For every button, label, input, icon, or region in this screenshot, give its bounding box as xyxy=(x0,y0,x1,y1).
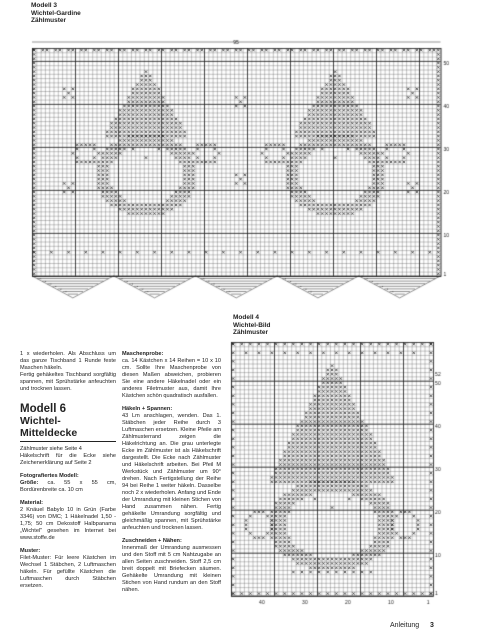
chart-reference: Zählmuster siehe Seite 4 xyxy=(20,446,82,452)
gauge-text: ca. 14 Kästchen x 14 Reihen = 10 x 10 cm. Sollte Ihre Maschenprobe von diesen Maßen abweichen, probieren Sie eine andere Häkelnadel oder ein anderes Filetmuster aus, damit Ihre Kästchen schön quadratisch ausfallen. xyxy=(122,358,221,399)
size-label: Größe: xyxy=(20,480,39,486)
intro-text-2: Fertig gehäkeltes Tischband sorgfältig spannen, mit Sprühstärke anfeuchten und trocknen lassen. xyxy=(20,372,116,392)
material-label: Material: xyxy=(20,500,44,506)
text-column-1 xyxy=(20,351,116,596)
model6-subtitle: Wichtel-Mitteldecke xyxy=(20,415,116,442)
size-value: ca. 55 x 55 cm, Bordürenbreite ca. 10 cm xyxy=(20,480,116,493)
model3-header xyxy=(31,2,81,25)
gauge-label: Maschenprobe: xyxy=(122,351,164,357)
model3-chart-label: Zählmuster xyxy=(31,17,67,24)
pattern-text: Filet-Muster: Für leere Kästchen im Wechsel 1 Stäbchen, 2 Luftmaschen häkeln. Für gefüllte Kästchen die Luftmaschen durch Stäbchen ersetzen. xyxy=(20,555,116,589)
sewing-label: Zuschneiden + Nähen: xyxy=(122,538,182,544)
sewing-text: Innenmaß der Umrandung ausmessen und den Stoff mit 5 cm Nahtzugabe an allen Seiten zuschneiden. Stoff 2,5 cm breit doppelt mit Briefecken säumen. Gehäkelte Umrandung mit kleinen Stichen von Hand rundum an den Stoff nähen. xyxy=(122,545,221,593)
model4-title: Modell 4 xyxy=(233,314,260,321)
intro-text: 1 x wiederholen. Als Abschluss um das ganze Tischband 1 Runde feste Maschen häkeln. xyxy=(20,351,116,371)
crochet-text: 43 Lm anschlagen, wenden. Das 1. Stäbchen jeder Reihe durch 3 Luftmaschen ersetzen. Kleine Pfeile am Zählmusterrand zeigen die Häkelrichtung an. Die grau unterlegte Ecke im Zählmuster ist als Häkelschrift dargestellt. Die Ecke nach Zählmuster und Häkelschrift arbeiten. Bei Pfeil M Werkstück und Zählmuster um 90° drehen. Nach Fertigstellung der Reihe 94 bei Reihe 1 weiter häkeln. Dasselbe noch 2 x wiederholen. Anfang und Ende der Umrandung mit kleinen Stichen von Hand zusammen nähen. Fertig gehäkelte Umrandung sorgfältig und gleichmäßig spannen, mit Sprühstärke anfeuchten und trocknen lassen. xyxy=(122,413,221,531)
crochet-label: Häkeln + Spannen: xyxy=(122,406,173,412)
model4-chart-label: Zählmuster xyxy=(233,329,269,336)
model3-title: Modell 3 xyxy=(31,2,58,9)
chart-reference-2: Häkelschrift für die Ecke siehe Zeichenerklärung auf Seite 2 xyxy=(20,453,116,466)
model4-subtitle: Wichtel-Bild xyxy=(233,321,271,329)
pattern-label: Muster: xyxy=(20,548,41,554)
photo-label: Fotografiertes Modell: xyxy=(20,473,79,479)
model6-title: Modell 6 xyxy=(20,403,67,415)
material-text: 2 Knäuel Babylo 10 in Grün (Farbe 3346) von DMC; 1 Häkelnadel 1,50 - 1,75; 50 cm Dekostoff Halbpanama „Wichtel" gesehen im Internet bei www.stoffe.de xyxy=(20,507,116,541)
model3-subtitle: Wichtel-Gardine xyxy=(31,9,81,17)
footer-section: Anleitung xyxy=(390,622,420,629)
model4-filet-chart xyxy=(229,340,461,608)
model3-filet-chart xyxy=(30,38,450,313)
page-number: 3 xyxy=(430,622,434,629)
text-column-2 xyxy=(122,351,221,600)
model4-header xyxy=(233,314,271,337)
